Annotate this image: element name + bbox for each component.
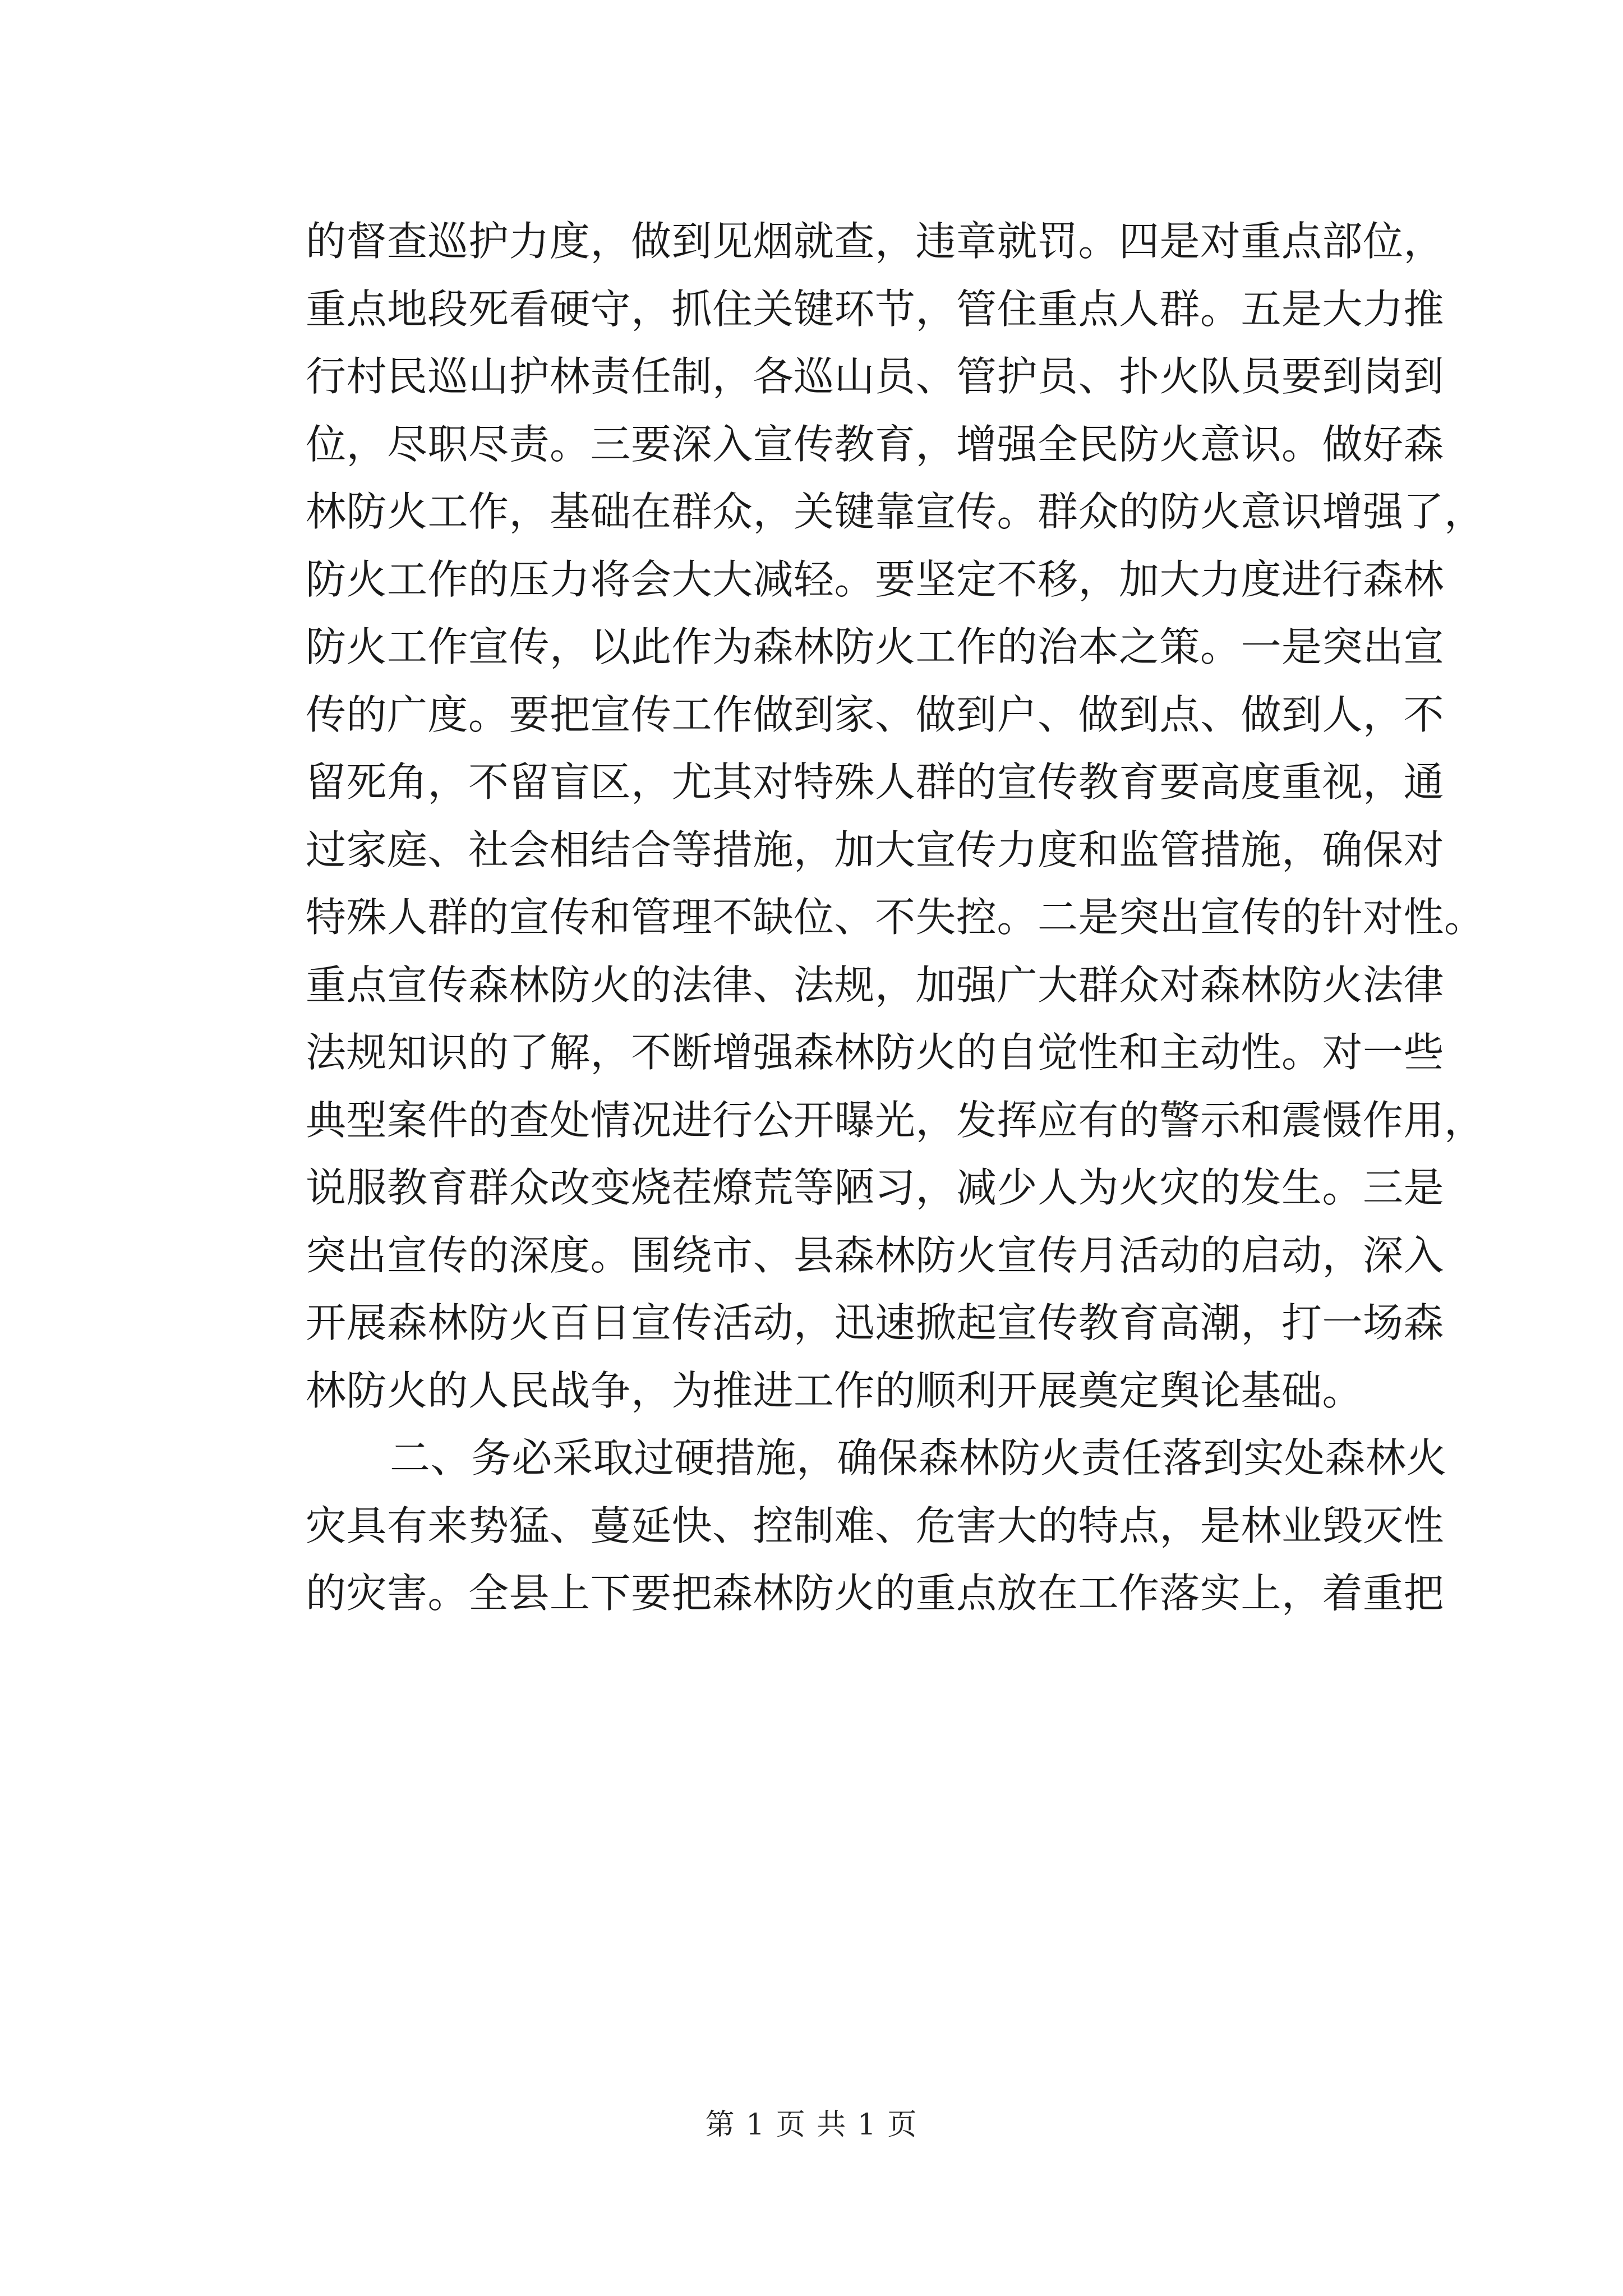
text-line: 说服教育群众改变烧茬燎荒等陋习，减少人为火灾的发生。三是 [306, 1164, 1445, 1211]
text-line: 过家庭、社会相结合等措施，加大宣传力度和监管措施，确保对 [306, 826, 1445, 873]
text-line: 传的广度。要把宣传工作做到家、做到户、做到点、做到人，不 [306, 691, 1445, 738]
text-line: 位，尽职尽责。三要深入宣传教育，增强全民防火意识。做好森 [306, 420, 1445, 468]
page-footer: 第 1 页 共 1 页 [705, 2108, 918, 2142]
text-line: 开展森林防火百日宣传活动，迅速掀起宣传教育高潮，打一场森 [306, 1299, 1445, 1346]
text-line: 典型案件的查处情况进行公开曝光，发挥应有的警示和震慑作用， [306, 1096, 1485, 1144]
text-line: 重点宣传森林防火的法律、法规，加强广大群众对森林防火法律 [306, 961, 1445, 1009]
text-line: 留死角，不留盲区，尤其对特殊人群的宣传教育要高度重视，通 [306, 758, 1445, 806]
text-line: 法规知识的了解，不断增强森林防火的自觉性和主动性。对一些 [306, 1029, 1445, 1076]
text-line: 的灾害。全县上下要把森林防火的重点放在工作落实上，着重把 [306, 1570, 1445, 1617]
text-line: 二、务必采取过硬措施，确保森林防火责任落到实处森林火 [390, 1434, 1447, 1481]
text-line: 重点地段死看硬守，抓住关键环节，管住重点人群。五是大力推 [306, 285, 1445, 333]
text-line: 林防火工作，基础在群众，关键靠宣传。群众的防火意识增强了， [306, 488, 1485, 535]
text-line: 突出宣传的深度。围绕市、县森林防火宣传月活动的启动，深入 [306, 1231, 1445, 1279]
text-line: 防火工作宣传，以此作为森林防火工作的治本之策。一是突出宣 [306, 623, 1445, 670]
text-line: 特殊人群的宣传和管理不缺位、不失控。二是突出宣传的针对性。 [306, 894, 1485, 941]
text-line: 灾具有来势猛、蔓延快、控制难、危害大的特点，是林业毁灭性 [306, 1502, 1445, 1549]
text-line: 防火工作的压力将会大大减轻。要坚定不移，加大力度进行森林 [306, 555, 1445, 603]
text-line: 的督查巡护力度，做到见烟就查，违章就罚。四是对重点部位， [306, 218, 1445, 265]
text-line: 行村民巡山护林责任制，各巡山员、管护员、扑火队员要到岗到 [306, 353, 1445, 400]
text-line: 林防火的人民战争，为推进工作的顺利开展奠定舆论基础。 [306, 1366, 1363, 1414]
document-body [306, 208, 1485, 1627]
